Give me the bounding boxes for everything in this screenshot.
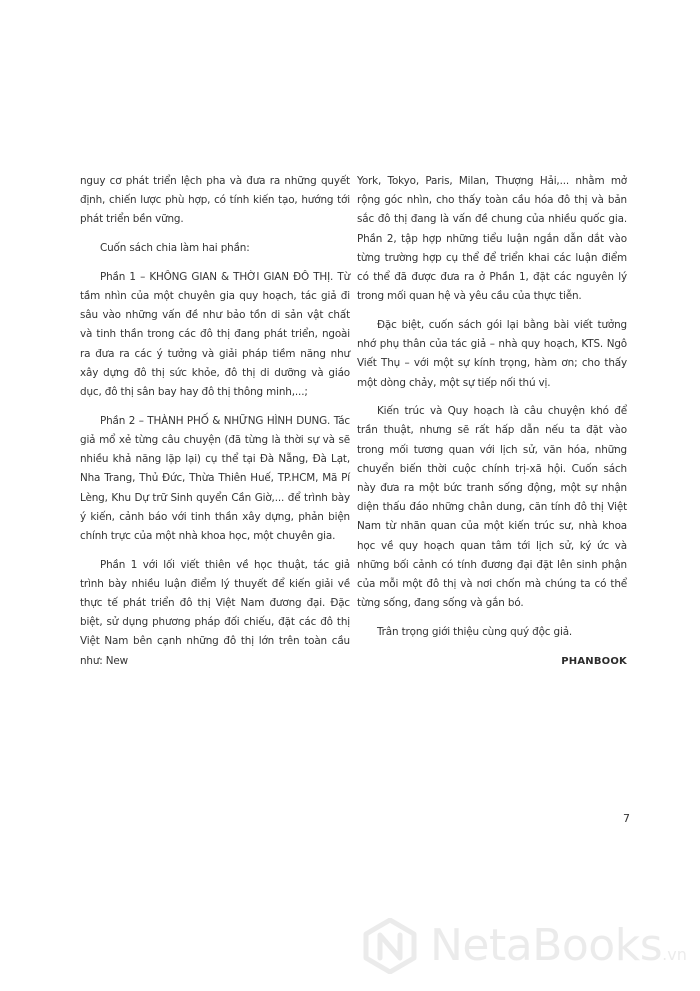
body-paragraph: Đặc biệt, cuốn sách gói lại bằng bài viết tưởng nhớ phụ thân của tác giả – nhà quy hoạch, KTS. Ngô Viết Thụ – với một sự kính trọng, hàm ơn; cho thấy một dòng chảy, một sự tiếp nối thú vị. bbox=[357, 318, 627, 389]
watermark-brand: NetaBooks bbox=[430, 920, 663, 971]
body-paragraph: Kiến trúc và Quy hoạch là câu chuyện khó để trần thuật, nhưng sẽ rất hấp dẫn nếu ta đặt vào trong mối tương quan với lịch sử, văn hóa, những chuyển biến thời cuộc chính trị-xã hội. Cuốn sách này đưa ra một bức tranh sống động, một sự nhận diện thấu đáo những chân dung, căn tính đô thị Việt Nam từ nhãn quan của một kiến trúc sư, nhà khoa học về quy hoạch quan tâm tới lịch sử, ký ức và những bối cảnh có tính đương đại đặt lên sinh phận của mỗi một đô thị và nơi chốn mà chúng ta có thể từng sống, đang sống và gắn bó. bbox=[357, 405, 627, 610]
body-paragraph: Phần 1 – KHÔNG GIAN & THỜI GIAN ĐÔ THỊ. Từ tầm nhìn của một chuyên gia quy hoạch, tác giả đi sâu vào những vấn đề như bảo tồn di sản vật chất và tinh thần trong các đô thị đang phát triển, ngoài ra đưa ra các ý tưởng và giải pháp tiềm năng như xây dựng đô thị sức khỏe, đô thị di dưỡng và giáo dục, đô thị sân bay hay đô thị thông minh,...; bbox=[80, 270, 350, 399]
watermark bbox=[362, 918, 692, 976]
netabooks-logo-icon bbox=[362, 918, 418, 974]
body-paragraph: Cuốn sách chia làm hai phần: bbox=[100, 242, 250, 255]
publisher-signature: PHANBOOK bbox=[561, 655, 627, 667]
body-paragraph: Trân trọng giới thiệu cùng quý độc giả. bbox=[377, 625, 573, 638]
body-paragraph: nguy cơ phát triển lệch pha và đưa ra những quyết định, chiến lược phù hợp, có tính kiến tạo, hướng tới phát triển bền vững. bbox=[80, 175, 350, 226]
body-paragraph: York, Tokyo, Paris, Milan, Thượng Hải,... nhằm mở rộng góc nhìn, cho thấy toàn cầu hóa đô thị và bản sắc đô thị đang là vấn đề chung của nhiều quốc gia. Phần 2, tập hợp những tiểu luận ngắn dẫn dắt vào từng trường hợp cụ thể để triển khai các luận điểm có thể đã được đưa ra ở Phần 1, đặt các nguyên lý trong mối quan hệ và yêu cầu của thực tiễn. bbox=[357, 175, 627, 303]
watermark-text bbox=[430, 920, 687, 981]
watermark-suffix: .vn bbox=[662, 945, 687, 964]
page-number: 7 bbox=[623, 812, 630, 825]
left-column bbox=[80, 172, 350, 680]
body-paragraph: Phần 1 với lối viết thiên về học thuật, tác giả trình bày nhiều luận điểm lý thuyết để kiến giải về thực tế phát triển đô thị Việt Nam đương đại. Đặc biệt, sử dụng phương pháp đối chiếu, đặt các đô thị Việt Nam bên cạnh những đô thị lớn trên toàn cầu như: New bbox=[80, 558, 350, 667]
body-paragraph: Phần 2 – THÀNH PHỐ & NHỮNG HÌNH DUNG. Tác giả mổ xẻ từng câu chuyện (đã từng là thời sự và sẽ nhiều khả năng lặp lại) cụ thể tại Đà Nẵng, Đà Lạt, Nha Trang, Thủ Đức, Thừa Thiên Huế, TP.HCM, Mã Pí Lèng, Khu Dự trữ Sinh quyển Cần Giờ,... để trình bày ý kiến, cảnh báo với tinh thần xây dựng, phản biện chính trực của một nhà khoa học, một chuyên gia. bbox=[80, 414, 350, 542]
right-column bbox=[357, 172, 627, 680]
